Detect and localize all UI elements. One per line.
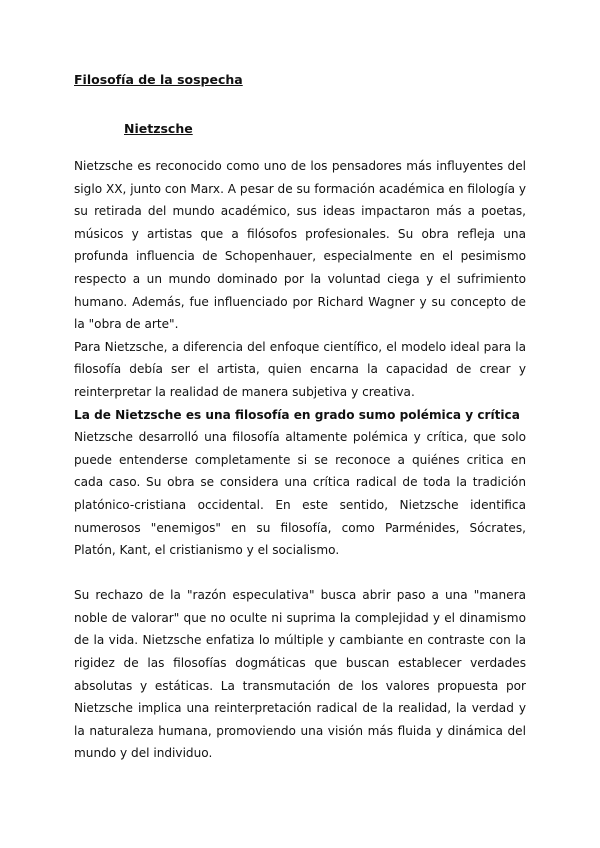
paragraph-artist-model: Para Nietzsche, a diferencia del enfoque científico, el modelo ideal para la filosofía debía ser el artista, quien encarna la capacidad de crear y reinterpretar la realidad de manera subjetiva y creativa. (74, 339, 526, 399)
paragraph-intro: Nietzsche es reconocido como uno de los pensadores más influyentes del siglo XX, junto con Marx. A pesar de su formación académica en filología y su retirada del mundo académico, sus ideas impactaron más a poetas, músicos y artistas que a filósofos profesionales. Su obra refleja una profunda influencia de Schopenhauer, especialmente en el pesimismo respecto a un mundo dominado por la voluntad ciega y el sufrimiento humano. Además, fue influenciado por Richard Wagner y su concepto de la "obra de arte". (74, 159, 526, 332)
paragraph-spacer (74, 562, 526, 585)
section-heading: La de Nietzsche es una filosofía en grado sumo polémica y crítica (74, 407, 520, 422)
document-body (74, 155, 526, 765)
document-title: Filosofía de la sospecha (74, 72, 243, 87)
section-subtitle: Nietzsche (124, 121, 193, 136)
paragraph-speculative-reason: Su rechazo de la "razón especulativa" busca abrir paso a una "manera noble de valorar" que no oculte ni suprima la complejidad y el dinamismo de la vida. Nietzsche enfatiza lo múltiple y cambiante en contraste con la rigidez de las filosofías dogmáticas que buscan establecer verdades absolutas y estáticas. La transmutación de los valores propuesta por Nietzsche implica una reinterpretación radical de la realidad, la verdad y la naturaleza humana, promoviendo una visión más fluida y dinámica del mundo y del individuo. (74, 588, 526, 761)
paragraph-critique: Nietzsche desarrolló una filosofía altamente polémica y crítica, que solo puede entenderse completamente si se reconoce a quiénes critica en cada caso. Su obra se considera una crítica radical de toda la tradición platónico-cristiana occidental. En este sentido, Nietzsche identifica numerosos "enemigos" en su filosofía, como Parménides, Sócrates, Platón, Kant, el cristianismo y el socialismo. (74, 430, 526, 558)
